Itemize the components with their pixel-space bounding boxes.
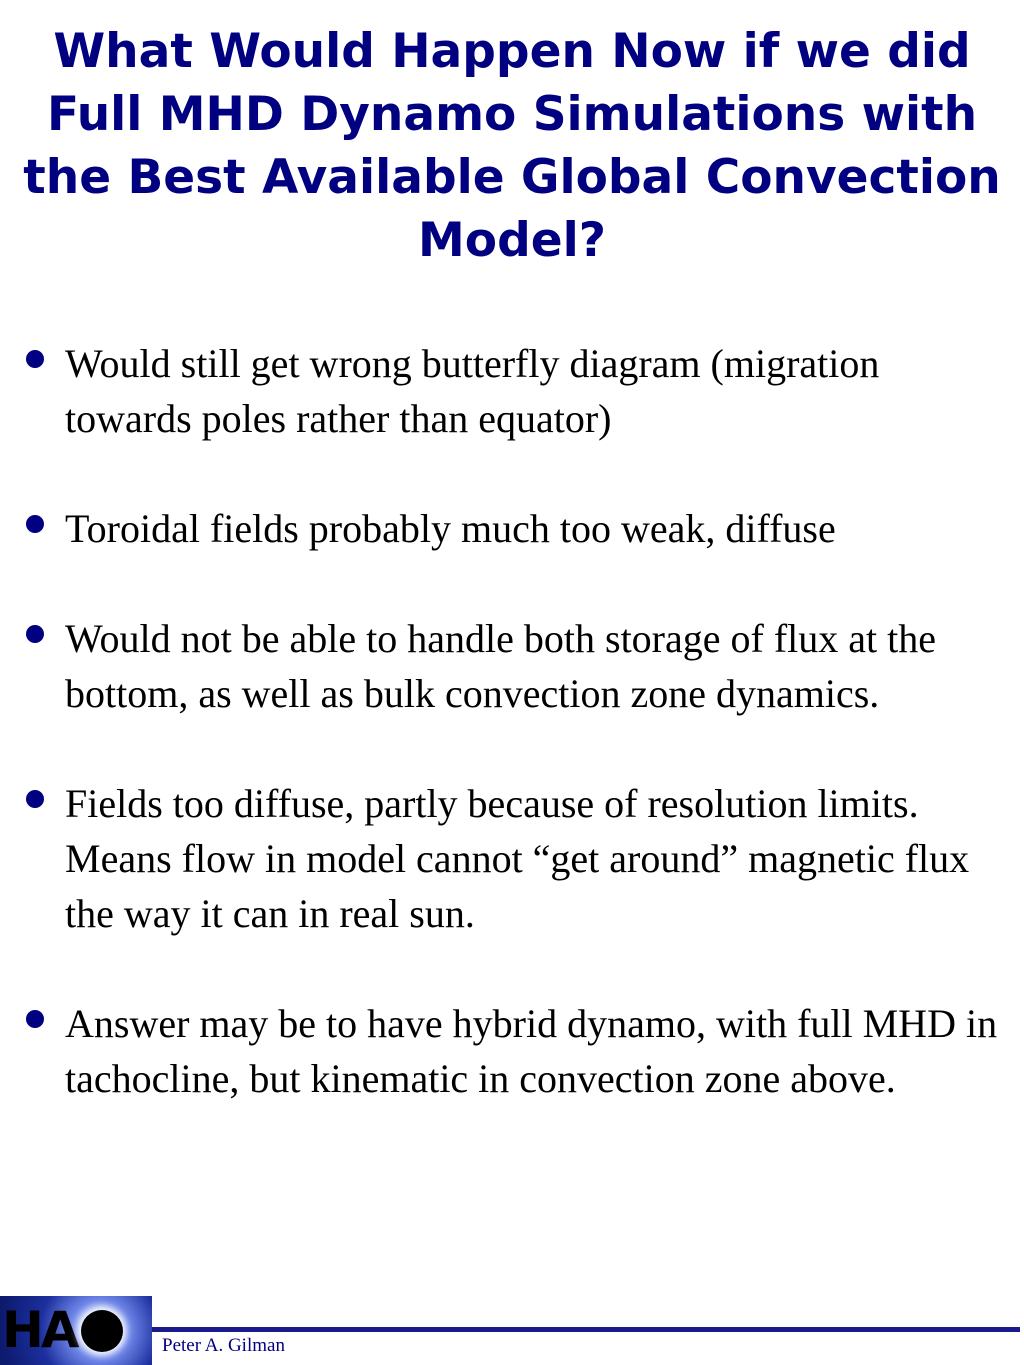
- logo-text: HA: [2, 1301, 77, 1359]
- bullet-text: Toroidal fields probably much too weak, diffuse: [65, 506, 836, 551]
- footer-author: Peter A. Gilman: [162, 1335, 285, 1356]
- bullet-dot-icon: [26, 350, 44, 368]
- bullet-item: [26, 776, 1001, 941]
- slide-title: What Would Happen Now if we did Full MHD Dynamo Simulations with the Best Available Global Convection Model?: [23, 24, 1001, 268]
- bullet-dot-icon: [26, 1010, 44, 1028]
- slide-footer: [0, 1296, 1024, 1365]
- hao-logo: [0, 1296, 152, 1365]
- bullet-dot-icon: [26, 625, 44, 643]
- bullet-list: [26, 336, 1001, 1161]
- bullet-dot-icon: [26, 790, 44, 808]
- footer-divider: [152, 1327, 1020, 1332]
- bullet-text: Would still get wrong butterfly diagram (migration towards poles rather than equator): [65, 341, 880, 441]
- bullet-item: [26, 501, 1001, 556]
- sun-icon: [81, 1310, 123, 1352]
- bullet-text: Answer may be to have hybrid dynamo, with full MHD in tachocline, but kinematic in convection zone above.: [65, 1001, 998, 1101]
- bullet-item: [26, 611, 1001, 721]
- bullet-item: [26, 336, 1001, 446]
- bullet-item: [26, 996, 1001, 1106]
- bullet-text: Would not be able to handle both storage of flux at the bottom, as well as bulk convection zone dynamics.: [65, 616, 936, 716]
- bullet-text: Fields too diffuse, partly because of resolution limits. Means flow in model cannot “get around” magnetic flux the way it can in real sun.: [65, 781, 970, 936]
- bullet-dot-icon: [26, 515, 44, 533]
